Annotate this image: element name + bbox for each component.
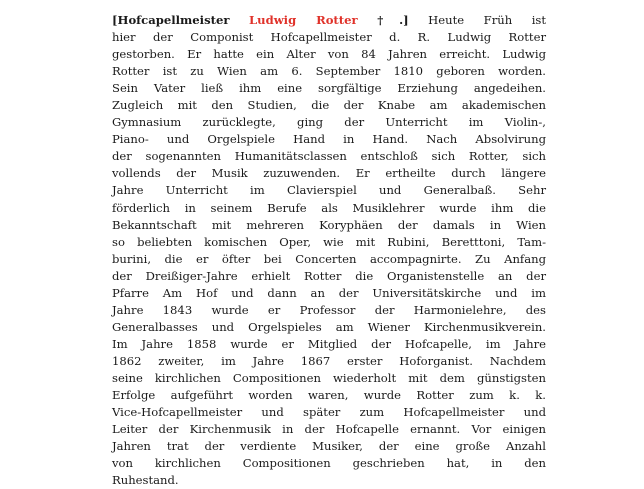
article-line: der sogenannten Humanitätsclassen entschloß sich Rotter, sich [112,149,546,164]
article-last-line: Ruhestand. [112,473,179,488]
newspaper-clipping [112,12,547,488]
article-line: so beliebten komischen Oper, wie mit Rubini, Beretttoni, Tam- [112,234,546,249]
article-line: Generalbasses und Orgelspieles am Wiener Kirchenmusikverein. [112,319,546,334]
article-line: förderlich in seinem Berufe als Musiklehrer wurde ihm die [112,200,546,215]
article-line: Jahre 1843 wurde er Professor der Harmonielehre, des [112,302,546,317]
article-line: Vice-Hofcapellmeister und später zum Hofcapellmeister und [112,405,546,420]
headline-name: Ludwig Rotter [249,13,358,27]
article-line: Jahren trat der verdiente Musiker, der eine große Anzahl [112,439,546,454]
article-line: der Dreißiger-Jahre erhielt Rotter die Organistenstelle an der [112,268,546,283]
article-line: von kirchlichen Compositionen geschrieben hat, in den [112,456,546,471]
headline-title-prefix: Hofcapellmeister [117,13,230,27]
article-line: gestorben. Er hatte ein Alter von 84 Jahren erreicht. Ludwig [112,47,546,62]
article-line: Gymnasium zurücklegte, ging der Unterricht im Violin-, [112,115,546,130]
article-line: vollends der Musik zuzuwenden. Er ertheilte durch längere [112,166,546,181]
article-line: hier der Componist Hofcapellmeister d. R. Ludwig Rotter [112,30,546,45]
article-line: Sein Vater ließ ihm eine sorgfältige Erziehung angedeihen. [112,81,546,96]
article-line: seine kirchlichen Compositionen wiederholt mit dem günstigsten [112,370,546,385]
article-line: Bekanntschaft mit mehreren Koryphäen der damals in Wien [112,217,546,232]
article-line: 1862 zweiter, im Jahre 1867 erster Hoforganist. Nachdem [112,353,546,368]
article-line: Erfolge aufgeführt worden waren, wurde Rotter zum k. k. [112,388,546,403]
article-line: Im Jahre 1858 wurde er Mitglied der Hofcapelle, im Jahre [112,336,546,351]
article-body [112,29,546,472]
article-line: Piano- und Orgelspiele Hand in Hand. Nach Absolvirung [112,132,546,147]
article-line: Zugleich mit den Studien, die der Knabe am akademischen [112,98,546,113]
article-line: Pfarre Am Hof und dann an der Universitätskirche und im [112,285,546,300]
headline-bracket: [ [112,13,118,27]
headline-cross: †.] [377,13,409,27]
article-line: Rotter ist zu Wien am 6. September 1810 geboren worden. [112,64,546,79]
first-line-text: Heute Früh ist [428,13,547,27]
article-first-line [112,12,546,29]
article-line: burini, die er öfter bei Concerten accompagnirte. Zu Anfang [112,251,546,266]
article-line: Leiter der Kirchenmusik in der Hofcapelle ernannt. Vor einigen [112,422,546,437]
article-line: Jahre Unterricht im Clavierspiel und Generalbaß. Sehr [112,183,546,198]
